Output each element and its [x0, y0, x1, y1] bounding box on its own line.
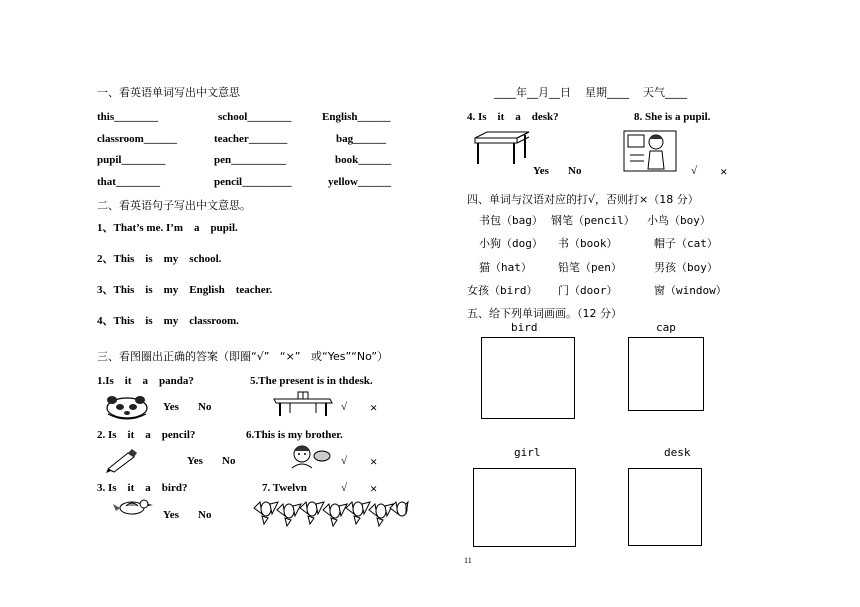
check-option[interactable]: √ [691, 165, 698, 177]
word-pair: 小鸟（boy） [647, 214, 711, 227]
draw-label-desk: desk [664, 446, 691, 459]
no-option[interactable]: No [222, 455, 236, 467]
sentence-item: 2、This is my school. [97, 253, 222, 265]
word-pair: 钢笔（pencil） [551, 214, 635, 227]
question-8: 8. She is a pupil. [634, 111, 711, 123]
sentence-item: 1、That’s me. I’m a pupil. [97, 222, 238, 234]
yes-option[interactable]: Yes [533, 165, 549, 177]
word-pair: 门（door） [558, 284, 618, 297]
yes-option[interactable]: Yes [163, 401, 179, 413]
cross-option[interactable]: × [370, 400, 378, 415]
word-item: book______ [335, 154, 392, 166]
word-pair: 书（book） [558, 237, 618, 250]
desk-icon [473, 130, 531, 166]
word-item: teacher_______ [214, 133, 288, 145]
drawing-box-desk[interactable] [628, 468, 702, 546]
date-weather-line: ____年__月__日 星期____ 天气____ [494, 86, 687, 99]
no-option[interactable]: No [198, 509, 212, 521]
no-option[interactable]: No [568, 165, 582, 177]
word-pair: 小狗（dog） [479, 237, 543, 250]
word-item: that________ [97, 176, 160, 188]
sentence-item: 3、This is my English teacher. [97, 284, 273, 296]
bird-icon [112, 496, 156, 518]
question-3: 3. Is it a bird? [97, 482, 188, 494]
question-2: 2. Is it a pencil? [97, 429, 196, 441]
check-option[interactable]: √ [341, 401, 348, 413]
sentence-item: 4、This is my classroom. [97, 315, 239, 327]
question-6: 6.This is my brother. [246, 429, 343, 441]
word-item: pen__________ [214, 154, 287, 166]
drawing-box-girl[interactable] [473, 468, 576, 547]
pencil-icon [104, 447, 138, 473]
word-item: school________ [218, 111, 292, 123]
no-option[interactable]: No [198, 401, 212, 413]
section-4-title: 四、单词与汉语对应的打√，否则打×（18 分） [467, 193, 699, 206]
word-item: this________ [97, 111, 159, 123]
word-pair: 窗（window） [654, 284, 727, 297]
check-option[interactable]: √ [341, 455, 348, 467]
word-item: classroom______ [97, 133, 177, 145]
word-item: bag______ [336, 133, 387, 145]
question-7: 7. Twelvn [262, 482, 307, 494]
draw-label-girl: girl [514, 446, 541, 459]
word-pair: 男孩（boy） [654, 261, 718, 274]
word-pair: 猫（hat） [479, 261, 532, 274]
present-on-desk-icon [272, 391, 334, 417]
cross-option[interactable]: × [370, 481, 378, 496]
section-5-title: 五、给下列单词画画。（12 分） [467, 307, 622, 320]
page-number: 11 [464, 556, 472, 565]
draw-label-cap: cap [656, 321, 676, 334]
yes-option[interactable]: Yes [187, 455, 203, 467]
section-2-title: 二、看英语句子写出中文意思。 [97, 199, 251, 212]
word-pair: 铅笔（pen） [558, 261, 622, 274]
section-3-title: 三、看图圈出正确的答案（即圈“√” “×” 或“Yes”“No”） [97, 350, 389, 363]
panda-icon [104, 394, 150, 420]
word-item: English______ [322, 111, 391, 123]
word-pair: 帽子（cat） [654, 237, 718, 250]
pupil-icon [622, 129, 678, 173]
word-item: pencil_________ [214, 176, 292, 188]
question-5: 5.The present is in thdesk. [250, 375, 373, 387]
section-1-title: 一、看英语单词写出中文意思 [97, 86, 240, 99]
word-pair: 女孩（bird） [467, 284, 538, 297]
drawing-box-cap[interactable] [628, 337, 704, 411]
cross-option[interactable]: × [720, 164, 728, 179]
yes-option[interactable]: Yes [163, 509, 179, 521]
cross-option[interactable]: × [370, 454, 378, 469]
word-item: pupil________ [97, 154, 166, 166]
candies-icon [252, 494, 410, 528]
brother-icon [288, 442, 332, 470]
question-1: 1.Is it a panda? [97, 375, 194, 387]
word-pair: 书包（bag） [479, 214, 543, 227]
word-item: yellow______ [328, 176, 391, 188]
drawing-box-bird[interactable] [481, 337, 575, 419]
question-4: 4. Is it a desk? [467, 111, 559, 123]
draw-label-bird: bird [511, 321, 538, 334]
check-option[interactable]: √ [341, 482, 348, 494]
